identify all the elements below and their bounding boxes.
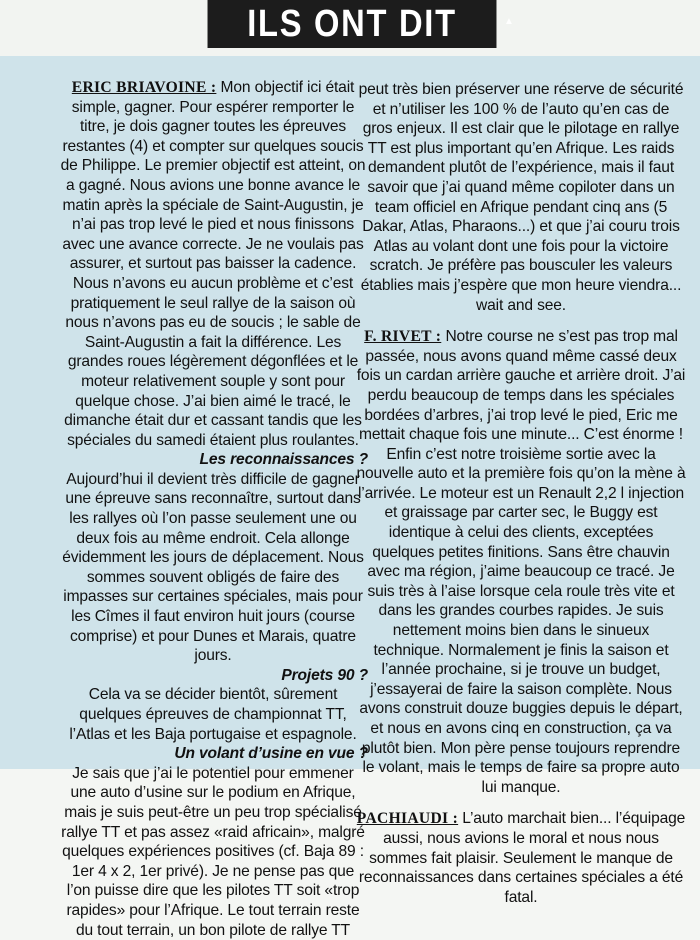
speaker-text: Notre course ne s’est pas trop mal passée, nous avons quand même cassé deux fois un cardan arrière gauche et arrière droit. J’ai perdu beaucoup de temps dans les spéciales bordées d’arbres, j’ai trop levé le pied, Eric me mettait chaque fois une minute... C’est énorme ! Enfin c’est notre troisième sortie avec la nouvelle auto et la première fois qu’on la mène à l’arrivée. Le moteur est un Renault 2,2 l injection et graissage par carter sec, le Buggy est identique à celui des clients, exceptées quelques petites finitions. Sans être chauvin avec ma région, j’aime beaucoup ce tracé. Je suis très à l’aise lorsque cela roule très vite et dans les grandes courbes rapides. Je suis nettement moins bien dans le sinueux technique. Normalement je finis la saison et l’année prochaine, si je trouve un budget, j’essayerai de faire la saison complète. Nous avons construit douze buggies depuis le départ, et nous en avons cinq en construction, ça va plutôt bien. Mon père pense toujours reprendre le volant, mais le temps de faire sa propre auto lui manque.	[356, 328, 686, 796]
speaker-text: Mon objectif ici était simple, gagner. Pour espérer remporter le titre, je dois gagner toutes les épreuves restantes (4) et compter sur quelques soucis de Philippe. Le premier objectif est atteint, on a gagné. Nous avions une bonne avance le matin après la spéciale de Saint-Augustin, je n’ai pas trop levé le pied et nous finissons avec une avance correcte. Je ne voulais pas assurer, et surtout pas baisser la cadence. Nous n’avons eu aucun problème et c’est pratiquement le seul rallye de la saison où nous n’avons pas eu de soucis ; le sable de Saint-Augustin a fait la différence. Les grandes roues légèrement dégonflées et le moteur relativement souple y sont pour quelque chose. J’ai bien aimé le tracé, le dimanche était dur et cassant tandis que les spéciales du samedi étaient plus roulantes.	[60, 79, 366, 449]
speaker-name: ERIC BRIAVOINE :	[71, 79, 217, 96]
question-heading: Projets 90 ?	[281, 666, 368, 684]
pachiaudi-paragraph	[356, 809, 686, 907]
answer-paragraph: Cela va se décider bientôt, sûrement quelques épreuves de championnat TT, l’Atlas et les Baja portugaise et espagnole.	[69, 686, 357, 743]
briavoine-paragraph	[58, 78, 368, 450]
continued-paragraph: peut très bien préserver une réserve de sécurité et n’utiliser les 100 % de l’auto qu’en cas de gros enjeux. Il est clair que le pilotage en rallye TT est plus important qu’en Afrique. Les raids demandent plutôt de l’expérience, mais il faut savoir que j’ai quand même copiloter dans un team officiel en Afrique pendant cinq ans (5 Dakar, Atlas, Pharaons...) et que j’ai couru trois Atlas au volant dont une fois pour la victoire scratch. Je préfère pas bousculer les valeurs établies mais j’espère que mon heure viendra... wait and see.	[358, 81, 684, 314]
speaker-text: L’auto marchait bien... l’équipage aussi, nous avions le moral et nous nous sommes fait plaisir. Seulement le manque de reconnaissances dans certaines spéciales a été fatal.	[358, 810, 686, 906]
question-heading: Un volant d’usine en vue ?	[174, 745, 368, 763]
spacer	[356, 797, 686, 809]
speaker-name: F. RIVET :	[364, 328, 442, 346]
rivet-paragraph	[356, 327, 686, 797]
answer-paragraph: Aujourd’hui il devient très difficile de gagner une épreuve sans reconnaître, surtout dans les rallyes où l’on passe seulement une ou deux fois au même endroit. Cela allonge évidemment les jours de déplacement. Nous sommes souvent obligés de faire des impasses sur certaines spéciales, mais pour les Cîmes il faut environ huit jours (course comprise) et pour Dunes et Marais, quatre jours.	[62, 470, 364, 665]
answer-paragraph: Je sais que j’ai le potentiel pour emmener une auto d’usine sur le podium en Afrique, mais je suis peut-être un peu trop spécialisé rallye TT et pas assez «raid africain», malgré quelques expériences positives (cf. Baja 89 : 1er 4 x 2, 1er privé). Je ne pense pas que l’on puisse dire que les pilotes TT soit «trop rapides» pour l’Afrique. Le tout terrain reste du tout terrain, un bon pilote de rallye TT	[61, 764, 365, 939]
right-column	[356, 80, 686, 907]
page-title: ILS ONT DIT	[208, 0, 497, 48]
speaker-name: PACHIAUDI :	[356, 810, 459, 828]
left-column	[58, 78, 368, 940]
spacer	[356, 315, 686, 327]
triangle-icon: ▲	[504, 16, 514, 27]
question-heading: Les reconnaissances ?	[199, 451, 368, 469]
